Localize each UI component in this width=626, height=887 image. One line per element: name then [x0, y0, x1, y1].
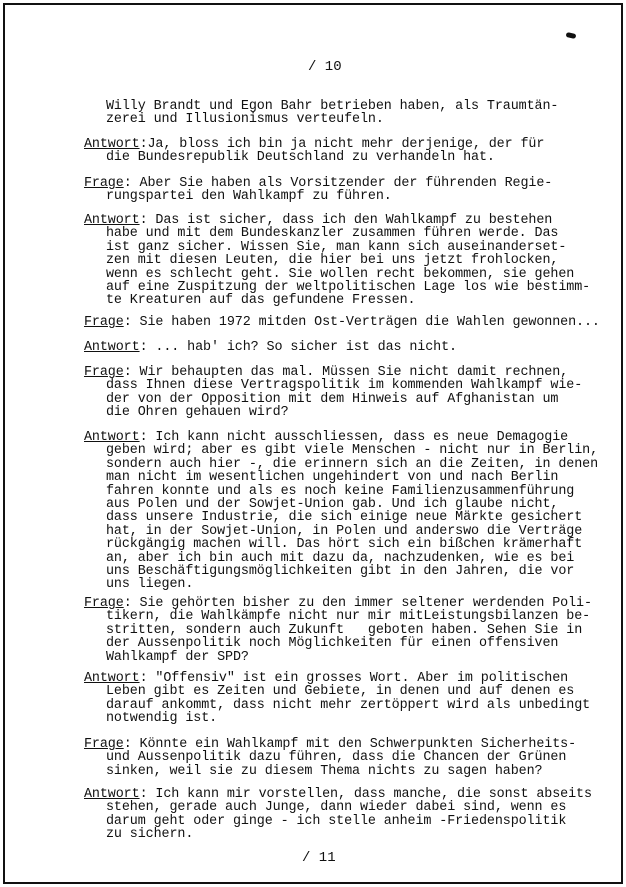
paragraph-answer [84, 138, 584, 165]
text-line: : Das ist sicher, dass ich den Wahlkampf zu bestehen [139, 213, 553, 228]
text-line: rungspartei den Wahlkampf zu führen. [106, 189, 392, 205]
paragraph-question [84, 315, 600, 330]
text-line: uns liegen. [106, 577, 194, 593]
text-line: man nicht im wesentlichen ungehindert von und nach Berlin [106, 470, 559, 486]
text-line: dass Ihnen diese Vertragspolitik im kommenden Wahlkampf wie- [106, 378, 583, 394]
text-line: auf eine Zuspitzung der weltpolitischen Lage los wie bestimm- [106, 279, 591, 295]
text-line: ist ganz sicher. Wissen Sie, man kann sich auseinanderset- [106, 239, 567, 255]
speaker-label: Frage [84, 737, 124, 752]
speaker-label: Frage [84, 365, 124, 380]
text-line: an, aber ich bin auch mit dazu da, nachzudenken, wie es bei [106, 550, 575, 566]
paragraph-question [84, 366, 584, 420]
speaker-label: Antwort [84, 671, 140, 686]
text-line: hat, in der Sowjet-Union, in Polen und anderswo die Verträge [106, 523, 583, 539]
text-line: zu sichern. [106, 827, 194, 843]
text-line: sinken, weil sie zu diesem Thema nichts zu sagen haben? [106, 763, 543, 779]
text-line: notwendig ist. [106, 711, 218, 727]
text-line: sondern auch hier -, die erinnern sich an die Zeiten, in denen [106, 456, 599, 472]
speaker-label: Antwort [84, 340, 140, 355]
text-line: zerei und Illusionismus verteufeln. [106, 112, 384, 128]
text-line: : Könnte ein Wahlkampf mit den Schwerpunkten Sicherheits- [123, 737, 577, 752]
text-line: : Sie haben 1972 mitden Ost-Verträgen die Wahlen gewonnen... [123, 315, 600, 330]
text-line: Leben gibt es Zeiten und Gebiete, in denen und auf denen es [106, 684, 575, 700]
paragraph-question [84, 738, 584, 778]
footer-page-number: / 11 [302, 850, 336, 866]
text-line: stehen, gerade auch Junge, dann wieder dabei sind, wenn es [106, 800, 567, 816]
speaker-label: Frage [84, 176, 124, 191]
paragraph-answer [84, 671, 591, 727]
speaker-label: Frage [84, 596, 124, 611]
text-line: zen mit diesen Leuten, die hier bei uns jetzt frohlocken, [106, 253, 559, 269]
text-line: und Aussenpolitik dazu führen, dass die Chancen der Grünen [106, 750, 567, 766]
text-line: tikern, die Wahlkämpfe nicht nur mir mitLeistungsbilanzen be- [106, 609, 591, 625]
speaker-label: Antwort [84, 213, 140, 228]
text-line: darauf ankommt, dass nicht mehr zertöppert wird als unbedingt [106, 697, 591, 713]
paragraph-answer [84, 787, 592, 843]
text-line: : "Offensiv" ist ein grosses Wort. Aber im politischen [139, 671, 569, 686]
text-line: habe und mit dem Bundeskanzler zusammen führen werde. Das [106, 226, 559, 242]
text-line: aus Polen und der Sowjet-Union gab. Und ich glaube nicht, [106, 496, 559, 512]
text-line: : Sie gehörten bisher zu den immer seltener werdenden Poli- [123, 596, 592, 611]
paragraph-answer [84, 341, 584, 354]
text-line: : Ich kann nicht ausschliessen, dass es neue Demagogie [139, 430, 569, 445]
paragraph-intro [84, 100, 584, 127]
paragraph-question [84, 177, 584, 204]
text-line: : ... hab' ich? So sicher ist das nicht. [139, 340, 457, 355]
speaker-label: Antwort [84, 137, 140, 152]
text-line: der Aussenpolitik noch Möglichkeiten für einen offensiven [106, 636, 559, 652]
text-line: Wahlkampf der SPD? [106, 649, 249, 665]
text-line: der von der Opposition mit dem Hinweis auf Afghanistan um [106, 391, 559, 407]
text-line: te Kreaturen auf das gefundene Fressen. [106, 293, 416, 309]
text-line: die Bundesrepublik Deutschland zu verhandeln hat. [106, 150, 495, 166]
text-line: wenn es schlecht geht. Sie wollen recht bekommen, sie gehen [106, 266, 575, 282]
text-line: : Wir behaupten das mal. Müssen Sie nicht damit rechnen, [123, 365, 569, 380]
text-line: die Ohren gehauen wird? [106, 405, 289, 421]
text-line: stritten, sondern auch Zukunft geboten haben. Sehen Sie in [106, 622, 583, 638]
paragraph-answer [84, 430, 599, 593]
paragraph-answer [84, 213, 591, 309]
speaker-label: Frage [84, 315, 124, 330]
text-line: : Ich kann mir vorstellen, dass manche, die sonst abseits [139, 787, 592, 802]
text-line: Willy Brandt und Egon Bahr betrieben haben, als Traumtän- [106, 99, 559, 114]
text-line: dass unsere Industrie, die sich einige neue Märkte gesichert [106, 510, 583, 526]
text-line: rückgängig machen will. Das hört sich ein bißchen krämerhaft [106, 537, 583, 553]
paragraph-question [84, 596, 592, 665]
text-line: uns Beschäftigungsmöglichkeiten gibt in den Jahren, die vor [106, 563, 575, 579]
text-line: : Aber Sie haben als Vorsitzender der führenden Regie- [123, 176, 553, 191]
speaker-label: Antwort [84, 787, 140, 802]
text-line: geben wird; aber es gibt viele Menschen - nicht nur in Berlin, [106, 443, 599, 459]
header-page-number: / 10 [308, 59, 342, 75]
text-line: fahren konnte und als es noch keine Familienzusammenführung [106, 483, 575, 499]
text-line: :Ja, bloss ich bin ja nicht mehr derjenige, der für [139, 137, 545, 152]
speaker-label: Antwort [84, 430, 140, 445]
text-line: darum geht oder ginge - ich stelle anheim -Friedenspolitik [106, 813, 567, 829]
